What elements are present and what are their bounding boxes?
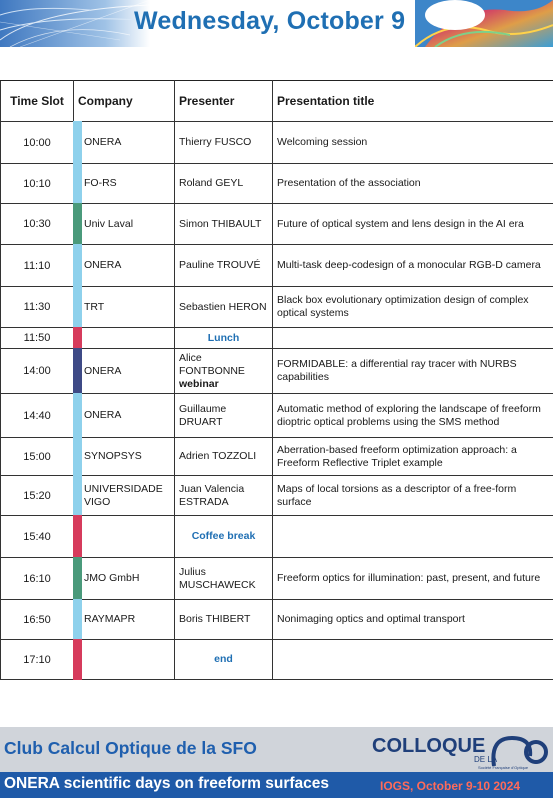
company-name: ONERA: [84, 259, 122, 271]
event-venue-date: IOGS, October 9-10 2024: [380, 779, 521, 793]
freeform-surface-banner-right: [415, 0, 553, 47]
session-color-bar: [73, 557, 82, 600]
table-row: [1, 349, 553, 394]
presentation-title-cell: Maps of local torsions as a descriptor of a free-form surface: [273, 476, 553, 516]
presenter-cell: [175, 245, 273, 287]
presenter-name: Thierry FUSCO: [179, 136, 252, 148]
presentation-title-cell: Aberration-based freeform optimization approach: a Freeform Reflective Triplet example: [273, 438, 553, 476]
presenter-name: Simon THIBAULT: [179, 217, 262, 230]
presenter-cell: [175, 476, 273, 516]
company-cell: [74, 328, 175, 349]
column-header-presenter: Presenter: [175, 81, 273, 122]
time-slot-cell: 10:00: [1, 122, 74, 164]
presentation-title-cell: Freeform optics for illumination: past, present, and future: [273, 558, 553, 600]
session-color-bar: [73, 393, 82, 438]
time-slot-cell: 11:50: [1, 328, 74, 349]
company-name: ONERA: [84, 136, 122, 148]
table-row: [1, 476, 553, 516]
presenter-name: Pauline TROUVÉ: [179, 259, 261, 271]
table-row: [1, 438, 553, 476]
company-name: ONERA: [84, 409, 122, 421]
presentation-title-cell: Welcoming session: [273, 122, 553, 164]
page-footer: [0, 727, 553, 798]
page-title: Wednesday, October 9: [134, 7, 406, 35]
logo-de-la-text: DE LA: [474, 755, 498, 764]
session-color-bar: [73, 475, 82, 516]
time-slot-cell: 16:10: [1, 558, 74, 600]
presentation-title-cell: Black box evolutionary optimization design of complex optical systems: [273, 287, 553, 328]
presenter-name: Juan Valencia ESTRADA: [179, 482, 245, 508]
presenter-name: Roland GEYL: [179, 177, 244, 189]
page-header: [0, 0, 553, 47]
table-row: [1, 328, 553, 349]
company-cell: [74, 287, 175, 328]
company-name: ONERA: [84, 364, 122, 377]
club-name: Club Calcul Optique de la SFO: [4, 738, 257, 758]
presenter-cell: [175, 438, 273, 476]
company-name: TRT: [84, 300, 105, 313]
session-color-bar: [73, 121, 82, 164]
logo-sfo-subtitle: Société Française d'Optique: [478, 765, 529, 770]
presentation-title-cell: Multi-task deep-codesign of a monocular RGB-D camera: [273, 245, 553, 287]
colloque-logo: [372, 730, 552, 770]
session-color-bar: [73, 327, 82, 349]
company-cell: [74, 438, 175, 476]
company-name: FO-RS: [84, 177, 117, 189]
break-label: [175, 516, 273, 558]
logo-colloque-text: COLLOQUE: [372, 735, 486, 757]
company-cell: [74, 122, 175, 164]
session-color-bar: [73, 203, 82, 245]
table-row: [1, 122, 553, 164]
presentation-title-cell: [273, 640, 553, 680]
presenter-name: Adrien TOZZOLI: [179, 450, 257, 462]
session-color-bar: [73, 437, 82, 476]
company-cell: [74, 245, 175, 287]
time-slot-cell: 15:40: [1, 516, 74, 558]
company-cell: [74, 516, 175, 558]
presenter-name: Lunch: [207, 331, 240, 344]
company-cell: [74, 600, 175, 640]
time-slot-cell: 11:10: [1, 245, 74, 287]
presenter-cell: [175, 164, 273, 204]
session-color-bar: [73, 286, 82, 328]
company-name: Univ Laval: [84, 217, 134, 230]
time-slot-cell: 10:30: [1, 204, 74, 245]
time-slot-cell: 14:00: [1, 349, 74, 394]
time-slot-cell: 16:50: [1, 600, 74, 640]
break-label: [175, 328, 273, 349]
time-slot-cell: 15:20: [1, 476, 74, 516]
presenter-name: end: [214, 653, 233, 665]
colloque-logo-mark: [372, 730, 552, 770]
presenter-cell: [175, 349, 273, 394]
time-slot-cell: 15:00: [1, 438, 74, 476]
presenter-cell: [175, 558, 273, 600]
company-cell: [74, 640, 175, 680]
company-name: UNIVERSIDADE VIGO: [84, 482, 163, 508]
optical-rays-banner-left: [0, 0, 150, 47]
presenter-name: Boris THIBERT: [179, 613, 251, 625]
presenter-note: webinar: [179, 377, 219, 390]
company-cell: [74, 476, 175, 516]
presenter-name: Alice FONTBONNE: [179, 351, 245, 377]
time-slot-cell: 11:30: [1, 287, 74, 328]
table-row: [1, 558, 553, 600]
table-row: [1, 204, 553, 245]
presentation-title-cell: Future of optical system and lens design in the AI era: [273, 204, 553, 245]
table-row: [1, 640, 553, 680]
event-name: ONERA scientific days on freeform surfaces: [4, 775, 330, 792]
presenter-cell: [175, 122, 273, 164]
presentation-title-cell: Automatic method of exploring the landscape of freeform dioptric optical problems using the SMS method: [273, 394, 553, 438]
presentation-title-cell: Nonimaging optics and optimal transport: [273, 600, 553, 640]
schedule-table: [0, 80, 553, 680]
session-color-bar: [73, 599, 82, 640]
company-cell: [74, 204, 175, 245]
presenter-cell: [175, 204, 273, 245]
company-cell: [74, 558, 175, 600]
presenter-name: Julius MUSCHAWECK: [179, 565, 256, 591]
session-color-bar: [73, 515, 82, 558]
company-cell: [74, 164, 175, 204]
column-header-time: Time Slot: [1, 81, 74, 122]
table-row: [1, 245, 553, 287]
presenter-name: Guillaume DRUART: [179, 402, 227, 428]
session-color-bar: [73, 348, 82, 394]
column-header-title: Presentation title: [273, 81, 553, 122]
presenter-cell: [175, 287, 273, 328]
schedule-rows: [1, 122, 553, 680]
session-color-bar: [73, 639, 82, 680]
presentation-title-cell: [273, 516, 553, 558]
break-label: [175, 640, 273, 680]
presentation-title-cell: FORMIDABLE: a differential ray tracer with NURBS capabilities: [273, 349, 553, 394]
company-name: JMO GmbH: [84, 572, 140, 584]
presenter-name: Sebastien HERON: [179, 300, 267, 313]
session-color-bar: [73, 163, 82, 204]
time-slot-cell: 14:40: [1, 394, 74, 438]
table-header-row: [1, 81, 553, 122]
time-slot-cell: 10:10: [1, 164, 74, 204]
time-slot-cell: 17:10: [1, 640, 74, 680]
presenter-cell: [175, 394, 273, 438]
table-row: [1, 287, 553, 328]
table-row: [1, 164, 553, 204]
session-color-bar: [73, 244, 82, 287]
presentation-title-cell: [273, 328, 553, 349]
company-cell: [74, 394, 175, 438]
company-cell: [74, 349, 175, 394]
table-row: [1, 600, 553, 640]
table-row: [1, 394, 553, 438]
presenter-cell: [175, 600, 273, 640]
company-name: RAYMAPR: [84, 613, 136, 625]
table-row: [1, 516, 553, 558]
company-name: SYNOPSYS: [84, 450, 142, 462]
presenter-name: Coffee break: [191, 530, 256, 542]
column-header-company: Company: [74, 81, 175, 122]
presentation-title-cell: Presentation of the association: [273, 164, 553, 204]
